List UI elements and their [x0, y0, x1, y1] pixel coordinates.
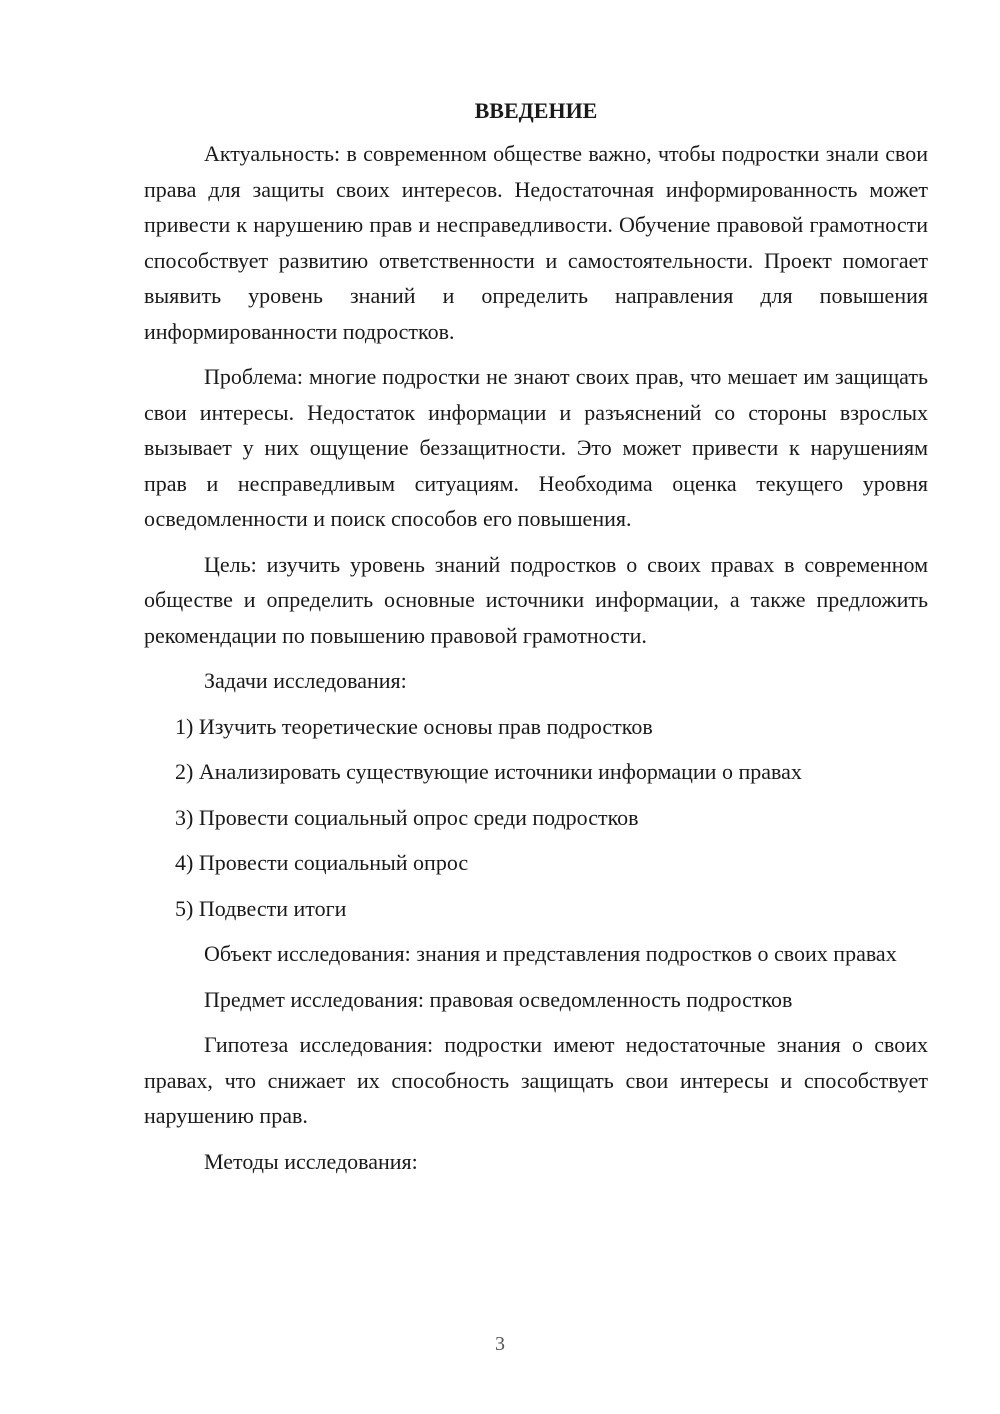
- paragraph-object: Объект исследования: знания и представления подростков о своих правах: [204, 941, 897, 966]
- list-item: 2) Анализировать существующие источники информации о правах: [175, 759, 802, 784]
- list-item: 1) Изучить теоретические основы прав подростков: [175, 713, 653, 739]
- list-item: 4) Провести социальный опрос: [175, 850, 469, 875]
- page-number: 3: [495, 1333, 505, 1355]
- paragraph-hypothesis: Гипотеза исследования: подростки имеют недостаточные знания о своих правах, что снижает их способность защищать свои интересы и способствует нарушению прав.: [144, 1032, 928, 1128]
- tasks-list: [144, 709, 928, 927]
- paragraph-subject: Предмет исследования: правовая осведомленность подростков: [204, 986, 793, 1012]
- methods-title: Методы исследования:: [204, 1148, 418, 1174]
- tasks-title: Задачи исследования:: [204, 668, 407, 693]
- list-item: 5) Подвести итоги: [175, 895, 347, 921]
- paragraph-goal: Цель: изучить уровень знаний подростков о своих правах в современном обществе и определить основные источники информации, а также предложить рекомендации по повышению правовой грамотности.: [144, 551, 928, 648]
- document-page: [144, 92, 928, 1189]
- paragraph-problem: Проблема: многие подростки не знают своих прав, что мешает им защищать свои интересы. Недостаток информации и разъяснений со стороны взрослых вызывает у них ощущение беззащитности. Это может привести к нарушениям прав и несправедливым ситуациям. Необходима оценка текущего уровня осведомленности и поиск способов его повышения.: [144, 364, 928, 531]
- paragraph-relevance: Актуальность: в современном обществе важно, чтобы подростки знали свои права для защиты своих интересов. Недостаточная информированность может привести к нарушению прав и несправедливости. Обучение правовой грамотности способствует развитию ответственности и самостоятельности. Проект помогает выявить уровень знаний и определить направления для повышения информированности подростков.: [144, 141, 928, 344]
- list-item: 3) Провести социальный опрос среди подростков: [175, 804, 639, 830]
- section-heading: ВВЕДЕНИЕ: [474, 98, 598, 123]
